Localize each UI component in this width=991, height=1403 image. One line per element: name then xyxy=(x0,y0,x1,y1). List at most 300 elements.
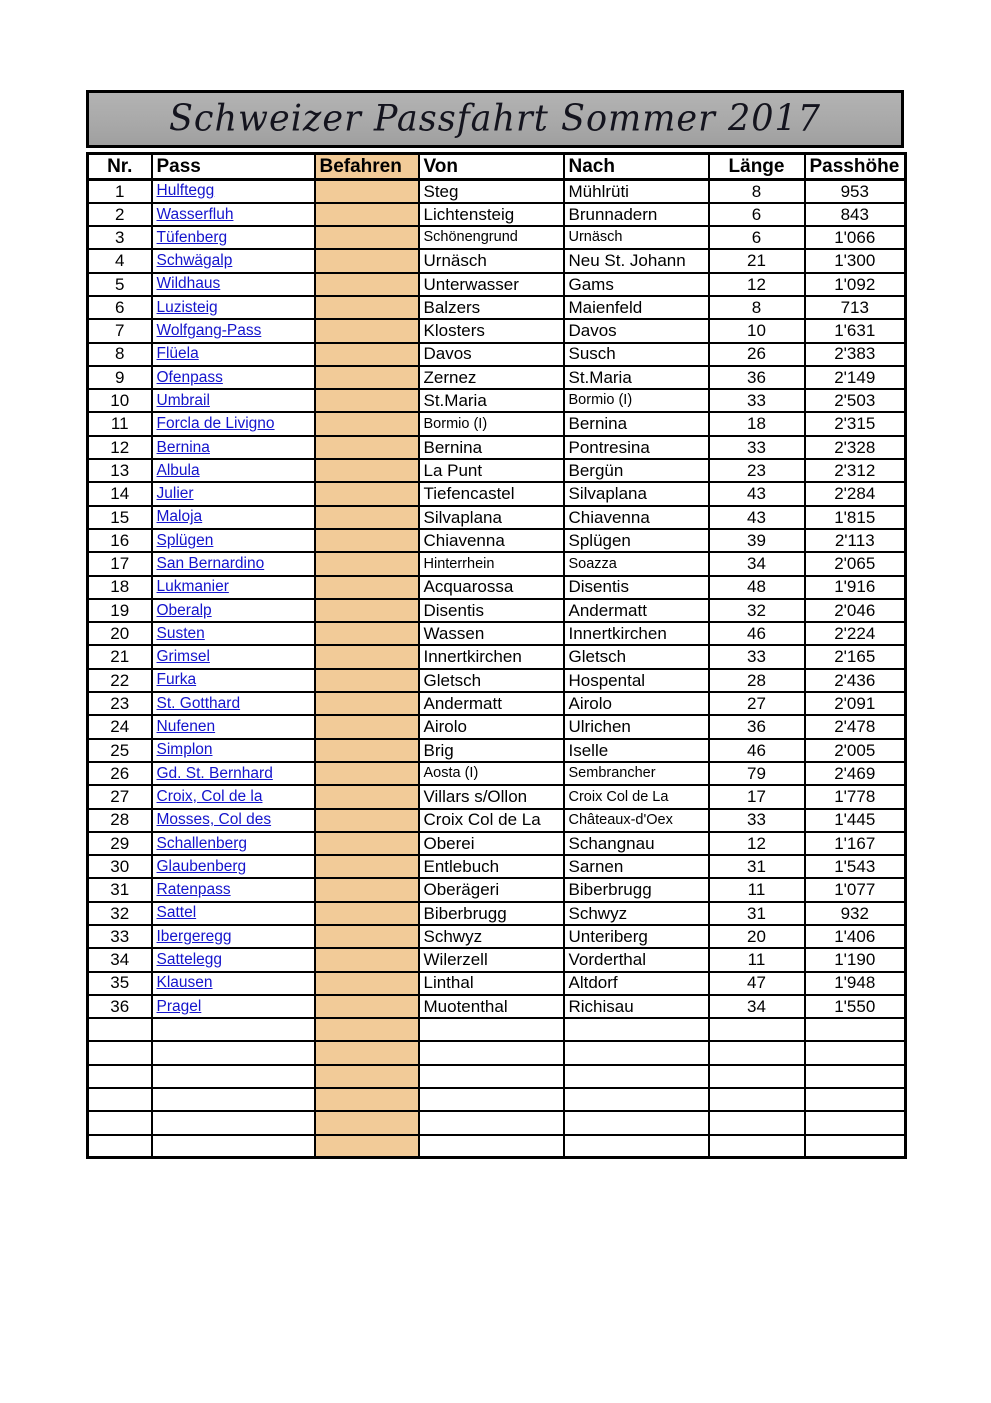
von-cell: Unterwasser xyxy=(419,273,564,296)
pass-link[interactable]: Grimsel xyxy=(156,648,210,666)
passhoehe-cell xyxy=(805,1088,906,1111)
row-number-cell: 3 xyxy=(88,226,152,249)
pass-cell xyxy=(152,552,315,575)
table-row xyxy=(88,552,906,575)
row-number-cell: 32 xyxy=(88,902,152,925)
nach-cell: Soazza xyxy=(564,552,709,575)
von-cell: Aosta (I) xyxy=(419,762,564,785)
table-row xyxy=(88,762,906,785)
befahren-cell[interactable] xyxy=(315,1135,419,1158)
pass-cell xyxy=(152,739,315,762)
passhoehe-cell xyxy=(805,1018,906,1041)
table-row xyxy=(88,809,906,832)
pass-cell xyxy=(152,972,315,995)
column-header-von: Von xyxy=(419,154,564,180)
von-cell: La Punt xyxy=(419,459,564,482)
passhoehe-cell xyxy=(805,1111,906,1134)
title-bar xyxy=(86,90,904,148)
passhoehe-cell: 2'149 xyxy=(805,366,906,389)
pass-cell xyxy=(152,296,315,319)
laenge-cell xyxy=(709,1018,805,1041)
row-number-cell: 29 xyxy=(88,832,152,855)
row-number-cell: 35 xyxy=(88,972,152,995)
von-cell: Disentis xyxy=(419,599,564,622)
pass-cell xyxy=(152,669,315,692)
row-number-cell xyxy=(88,1088,152,1111)
table-row xyxy=(88,785,906,808)
laenge-cell: 18 xyxy=(709,412,805,435)
passhoehe-cell: 1'543 xyxy=(805,855,906,878)
nach-cell: Chiavenna xyxy=(564,506,709,529)
row-number-cell xyxy=(88,1135,152,1158)
befahren-cell[interactable] xyxy=(315,436,419,459)
nach-cell: Brunnadern xyxy=(564,203,709,226)
table-row xyxy=(88,692,906,715)
befahren-cell[interactable] xyxy=(315,529,419,552)
befahren-cell[interactable] xyxy=(315,203,419,226)
pass-link[interactable]: Gd. St. Bernhard xyxy=(156,764,273,782)
passhoehe-cell: 2'328 xyxy=(805,436,906,459)
row-number-cell: 33 xyxy=(88,925,152,948)
laenge-cell: 39 xyxy=(709,529,805,552)
empty-table-row xyxy=(88,1111,906,1134)
von-cell: Brig xyxy=(419,739,564,762)
pass-link[interactable]: San Bernardino xyxy=(156,554,265,572)
table-row xyxy=(88,249,906,272)
row-number-cell: 25 xyxy=(88,739,152,762)
table-row xyxy=(88,343,906,366)
befahren-cell[interactable] xyxy=(315,180,419,203)
pass-link[interactable]: Wildhaus xyxy=(156,275,221,293)
befahren-cell[interactable] xyxy=(315,226,419,249)
pass-link[interactable]: Ratenpass xyxy=(156,881,231,899)
von-cell: Lichtensteig xyxy=(419,203,564,226)
row-number-cell: 4 xyxy=(88,249,152,272)
nach-cell: Croix Col de La xyxy=(564,785,709,808)
befahren-cell[interactable] xyxy=(315,412,419,435)
row-number-cell: 13 xyxy=(88,459,152,482)
pass-cell xyxy=(152,785,315,808)
laenge-cell: 17 xyxy=(709,785,805,808)
column-header-nach: Nach xyxy=(564,154,709,180)
pass-cell xyxy=(152,506,315,529)
befahren-cell[interactable] xyxy=(315,715,419,738)
nach-cell: Bernina xyxy=(564,412,709,435)
befahren-cell[interactable] xyxy=(315,622,419,645)
table-row xyxy=(88,855,906,878)
von-cell: Linthal xyxy=(419,972,564,995)
von-cell: Innertkirchen xyxy=(419,645,564,668)
table-row xyxy=(88,599,906,622)
von-cell: Acquarossa xyxy=(419,576,564,599)
passhoehe-cell: 843 xyxy=(805,203,906,226)
passhoehe-cell: 2'224 xyxy=(805,622,906,645)
laenge-cell: 46 xyxy=(709,622,805,645)
von-cell: St.Maria xyxy=(419,389,564,412)
befahren-cell[interactable] xyxy=(315,832,419,855)
passhoehe-cell: 2'284 xyxy=(805,482,906,505)
column-header-pass: Pass xyxy=(152,154,315,180)
row-number-cell: 18 xyxy=(88,576,152,599)
table-row xyxy=(88,412,906,435)
pass-link[interactable]: Julier xyxy=(156,485,194,503)
row-number-cell: 16 xyxy=(88,529,152,552)
befahren-cell[interactable] xyxy=(315,1018,419,1041)
nach-cell: Gams xyxy=(564,273,709,296)
passhoehe-cell xyxy=(805,1065,906,1088)
table-row xyxy=(88,669,906,692)
pass-cell xyxy=(152,529,315,552)
befahren-cell[interactable] xyxy=(315,669,419,692)
pass-cell xyxy=(152,459,315,482)
befahren-cell[interactable] xyxy=(315,878,419,901)
von-cell xyxy=(419,1135,564,1158)
befahren-cell[interactable] xyxy=(315,249,419,272)
laenge-cell: 11 xyxy=(709,878,805,901)
laenge-cell: 12 xyxy=(709,273,805,296)
nach-cell: Sembrancher xyxy=(564,762,709,785)
pass-link[interactable]: St. Gotthard xyxy=(156,694,241,712)
column-header-passhoehe: Passhöhe xyxy=(805,154,906,180)
pass-link[interactable]: Ibergeregg xyxy=(156,927,232,945)
passhoehe-cell: 2'165 xyxy=(805,645,906,668)
pass-link[interactable]: Hulftegg xyxy=(156,182,215,200)
row-number-cell: 28 xyxy=(88,809,152,832)
row-number-cell: 5 xyxy=(88,273,152,296)
passhoehe-cell: 2'005 xyxy=(805,739,906,762)
passhoehe-cell: 1'092 xyxy=(805,273,906,296)
nach-cell xyxy=(564,1065,709,1088)
header-row xyxy=(88,154,906,180)
pass-link[interactable]: Pragel xyxy=(156,997,202,1015)
laenge-cell: 10 xyxy=(709,319,805,342)
von-cell xyxy=(419,1111,564,1134)
table-row xyxy=(88,995,906,1018)
pass-cell xyxy=(152,226,315,249)
pass-link[interactable]: Furka xyxy=(156,671,197,689)
befahren-cell[interactable] xyxy=(315,645,419,668)
pass-link[interactable]: Forcla de Livigno xyxy=(156,415,275,433)
pass-link[interactable]: Bernina xyxy=(156,438,210,456)
nach-cell: Iselle xyxy=(564,739,709,762)
nach-cell: St.Maria xyxy=(564,366,709,389)
laenge-cell: 34 xyxy=(709,552,805,575)
von-cell: Entlebuch xyxy=(419,855,564,878)
von-cell xyxy=(419,1065,564,1088)
befahren-cell[interactable] xyxy=(315,1111,419,1134)
row-number-cell xyxy=(88,1111,152,1134)
laenge-cell: 43 xyxy=(709,482,805,505)
laenge-cell xyxy=(709,1111,805,1134)
befahren-cell[interactable] xyxy=(315,389,419,412)
passhoehe-cell: 1'631 xyxy=(805,319,906,342)
befahren-cell[interactable] xyxy=(315,948,419,971)
passhoehe-cell: 2'436 xyxy=(805,669,906,692)
table-row xyxy=(88,878,906,901)
befahren-cell[interactable] xyxy=(315,552,419,575)
row-number-cell: 34 xyxy=(88,948,152,971)
pass-link[interactable]: Albula xyxy=(156,461,200,479)
befahren-cell[interactable] xyxy=(315,343,419,366)
befahren-cell[interactable] xyxy=(315,925,419,948)
pass-cell xyxy=(152,319,315,342)
table-row xyxy=(88,972,906,995)
pass-link[interactable]: Schwägalp xyxy=(156,252,233,270)
table-row xyxy=(88,273,906,296)
passhoehe-cell: 1'445 xyxy=(805,809,906,832)
laenge-cell: 6 xyxy=(709,226,805,249)
table-row xyxy=(88,226,906,249)
von-cell: Wassen xyxy=(419,622,564,645)
laenge-cell: 6 xyxy=(709,203,805,226)
laenge-cell xyxy=(709,1088,805,1111)
laenge-cell: 47 xyxy=(709,972,805,995)
pass-link[interactable]: Sattelegg xyxy=(156,951,222,969)
row-number-cell: 26 xyxy=(88,762,152,785)
nach-cell: Sarnen xyxy=(564,855,709,878)
pass-cell xyxy=(152,1065,315,1088)
laenge-cell: 31 xyxy=(709,902,805,925)
row-number-cell: 27 xyxy=(88,785,152,808)
pass-link[interactable]: Wasserfluh xyxy=(156,205,234,223)
befahren-cell[interactable] xyxy=(315,785,419,808)
laenge-cell: 36 xyxy=(709,366,805,389)
pass-link[interactable]: Croix, Col de la xyxy=(156,787,263,805)
passhoehe-cell: 1'406 xyxy=(805,925,906,948)
nach-cell: Unteriberg xyxy=(564,925,709,948)
befahren-cell[interactable] xyxy=(315,273,419,296)
von-cell xyxy=(419,1018,564,1041)
pass-link[interactable]: Oberalp xyxy=(156,601,212,619)
pass-link[interactable]: Splügen xyxy=(156,531,214,549)
befahren-cell[interactable] xyxy=(315,995,419,1018)
nach-cell: Biberbrugg xyxy=(564,878,709,901)
von-cell: Davos xyxy=(419,343,564,366)
laenge-cell: 27 xyxy=(709,692,805,715)
nach-cell: Altdorf xyxy=(564,972,709,995)
laenge-cell: 31 xyxy=(709,855,805,878)
pass-cell xyxy=(152,622,315,645)
nach-cell: Pontresina xyxy=(564,436,709,459)
pass-link[interactable]: Luzisteig xyxy=(156,298,218,316)
pass-table xyxy=(86,152,907,1159)
table-row xyxy=(88,296,906,319)
von-cell: Oberägeri xyxy=(419,878,564,901)
nach-cell: Neu St. Johann xyxy=(564,249,709,272)
passhoehe-cell: 2'503 xyxy=(805,389,906,412)
befahren-cell[interactable] xyxy=(315,739,419,762)
table-row xyxy=(88,506,906,529)
table-row xyxy=(88,180,906,203)
laenge-cell: 11 xyxy=(709,948,805,971)
empty-table-row xyxy=(88,1065,906,1088)
befahren-cell[interactable] xyxy=(315,762,419,785)
table-row xyxy=(88,203,906,226)
nach-cell: Ulrichen xyxy=(564,715,709,738)
von-cell: Zernez xyxy=(419,366,564,389)
befahren-cell[interactable] xyxy=(315,692,419,715)
table-row xyxy=(88,645,906,668)
spreadsheet xyxy=(86,90,904,1159)
laenge-cell: 28 xyxy=(709,669,805,692)
passhoehe-cell: 1'190 xyxy=(805,948,906,971)
befahren-cell[interactable] xyxy=(315,576,419,599)
nach-cell: Urnäsch xyxy=(564,226,709,249)
von-cell: Wilerzell xyxy=(419,948,564,971)
pass-link[interactable]: Klausen xyxy=(156,974,213,992)
table-row xyxy=(88,739,906,762)
table-row xyxy=(88,389,906,412)
row-number-cell: 9 xyxy=(88,366,152,389)
table-row xyxy=(88,925,906,948)
nach-cell: Susch xyxy=(564,343,709,366)
row-number-cell: 36 xyxy=(88,995,152,1018)
von-cell: Steg xyxy=(419,180,564,203)
pass-cell xyxy=(152,343,315,366)
laenge-cell: 8 xyxy=(709,180,805,203)
von-cell: Bernina xyxy=(419,436,564,459)
column-header-befahren: Befahren xyxy=(315,154,419,180)
pass-link[interactable]: Schallenberg xyxy=(156,834,247,852)
pass-cell xyxy=(152,1018,315,1041)
pass-link[interactable]: Wolfgang-Pass xyxy=(156,322,262,340)
nach-cell xyxy=(564,1135,709,1158)
von-cell xyxy=(419,1088,564,1111)
pass-cell xyxy=(152,762,315,785)
befahren-cell[interactable] xyxy=(315,506,419,529)
befahren-cell[interactable] xyxy=(315,482,419,505)
laenge-cell: 48 xyxy=(709,576,805,599)
von-cell: Urnäsch xyxy=(419,249,564,272)
pass-cell xyxy=(152,436,315,459)
pass-cell xyxy=(152,412,315,435)
table-row xyxy=(88,529,906,552)
nach-cell: Innertkirchen xyxy=(564,622,709,645)
befahren-cell[interactable] xyxy=(315,366,419,389)
befahren-cell[interactable] xyxy=(315,459,419,482)
row-number-cell: 10 xyxy=(88,389,152,412)
row-number-cell: 23 xyxy=(88,692,152,715)
pass-link[interactable]: Maloja xyxy=(156,508,203,526)
pass-cell xyxy=(152,832,315,855)
passhoehe-cell: 1'550 xyxy=(805,995,906,1018)
befahren-cell[interactable] xyxy=(315,296,419,319)
passhoehe-cell: 1'815 xyxy=(805,506,906,529)
row-number-cell: 2 xyxy=(88,203,152,226)
row-number-cell: 22 xyxy=(88,669,152,692)
pass-cell xyxy=(152,715,315,738)
pass-link[interactable]: Flüela xyxy=(156,345,199,363)
von-cell: Silvaplana xyxy=(419,506,564,529)
row-number-cell: 31 xyxy=(88,878,152,901)
pass-cell xyxy=(152,948,315,971)
row-number-cell: 7 xyxy=(88,319,152,342)
row-number-cell: 24 xyxy=(88,715,152,738)
pass-cell xyxy=(152,995,315,1018)
table-row xyxy=(88,832,906,855)
table-row xyxy=(88,436,906,459)
nach-cell xyxy=(564,1041,709,1064)
pass-cell xyxy=(152,1111,315,1134)
pass-link[interactable]: Simplon xyxy=(156,741,213,759)
befahren-cell[interactable] xyxy=(315,902,419,925)
pass-cell xyxy=(152,692,315,715)
laenge-cell: 20 xyxy=(709,925,805,948)
row-number-cell: 1 xyxy=(88,180,152,203)
row-number-cell xyxy=(88,1041,152,1064)
pass-link[interactable]: Mosses, Col des xyxy=(156,811,272,829)
von-cell: Croix Col de La xyxy=(419,809,564,832)
von-cell: Muotenthal xyxy=(419,995,564,1018)
befahren-cell[interactable] xyxy=(315,809,419,832)
pass-cell xyxy=(152,249,315,272)
table-row xyxy=(88,715,906,738)
nach-cell: Disentis xyxy=(564,576,709,599)
von-cell: Tiefencastel xyxy=(419,482,564,505)
nach-cell: Splügen xyxy=(564,529,709,552)
nach-cell: Vorderthal xyxy=(564,948,709,971)
laenge-cell: 33 xyxy=(709,645,805,668)
von-cell: Chiavenna xyxy=(419,529,564,552)
laenge-cell xyxy=(709,1065,805,1088)
passhoehe-cell: 1'778 xyxy=(805,785,906,808)
pass-cell xyxy=(152,878,315,901)
passhoehe-cell: 1'167 xyxy=(805,832,906,855)
pass-link[interactable]: Ofenpass xyxy=(156,368,223,386)
pass-cell xyxy=(152,1135,315,1158)
laenge-cell: 12 xyxy=(709,832,805,855)
pass-link[interactable]: Sattel xyxy=(156,904,197,922)
befahren-cell[interactable] xyxy=(315,1041,419,1064)
befahren-cell[interactable] xyxy=(315,319,419,342)
empty-table-row xyxy=(88,1088,906,1111)
von-cell: Bormio (I) xyxy=(419,412,564,435)
von-cell: Andermatt xyxy=(419,692,564,715)
pass-link[interactable]: Lukmanier xyxy=(156,578,229,596)
nach-cell: Davos xyxy=(564,319,709,342)
befahren-cell[interactable] xyxy=(315,972,419,995)
pass-cell xyxy=(152,482,315,505)
nach-cell xyxy=(564,1111,709,1134)
passhoehe-cell: 2'091 xyxy=(805,692,906,715)
passhoehe-cell: 2'383 xyxy=(805,343,906,366)
pass-cell xyxy=(152,180,315,203)
laenge-cell: 21 xyxy=(709,249,805,272)
nach-cell: Airolo xyxy=(564,692,709,715)
nach-cell: Maienfeld xyxy=(564,296,709,319)
laenge-cell: 34 xyxy=(709,995,805,1018)
passhoehe-cell: 1'300 xyxy=(805,249,906,272)
befahren-cell[interactable] xyxy=(315,599,419,622)
pass-link[interactable]: Glaubenberg xyxy=(156,857,247,875)
befahren-cell[interactable] xyxy=(315,1088,419,1111)
pass-link[interactable]: Susten xyxy=(156,624,205,642)
befahren-cell[interactable] xyxy=(315,855,419,878)
table-row xyxy=(88,459,906,482)
befahren-cell[interactable] xyxy=(315,1065,419,1088)
row-number-cell: 8 xyxy=(88,343,152,366)
row-number-cell: 20 xyxy=(88,622,152,645)
page-title: Schweizer Passfahrt Sommer 2017 xyxy=(168,98,822,140)
empty-table-row xyxy=(88,1041,906,1064)
pass-link[interactable]: Nufenen xyxy=(156,718,216,736)
von-cell: Hinterrhein xyxy=(419,552,564,575)
pass-link[interactable]: Umbrail xyxy=(156,391,210,409)
pass-link[interactable]: Tüfenberg xyxy=(156,228,228,246)
row-number-cell: 11 xyxy=(88,412,152,435)
column-header-nr: Nr. xyxy=(88,154,152,180)
passhoehe-cell: 2'113 xyxy=(805,529,906,552)
